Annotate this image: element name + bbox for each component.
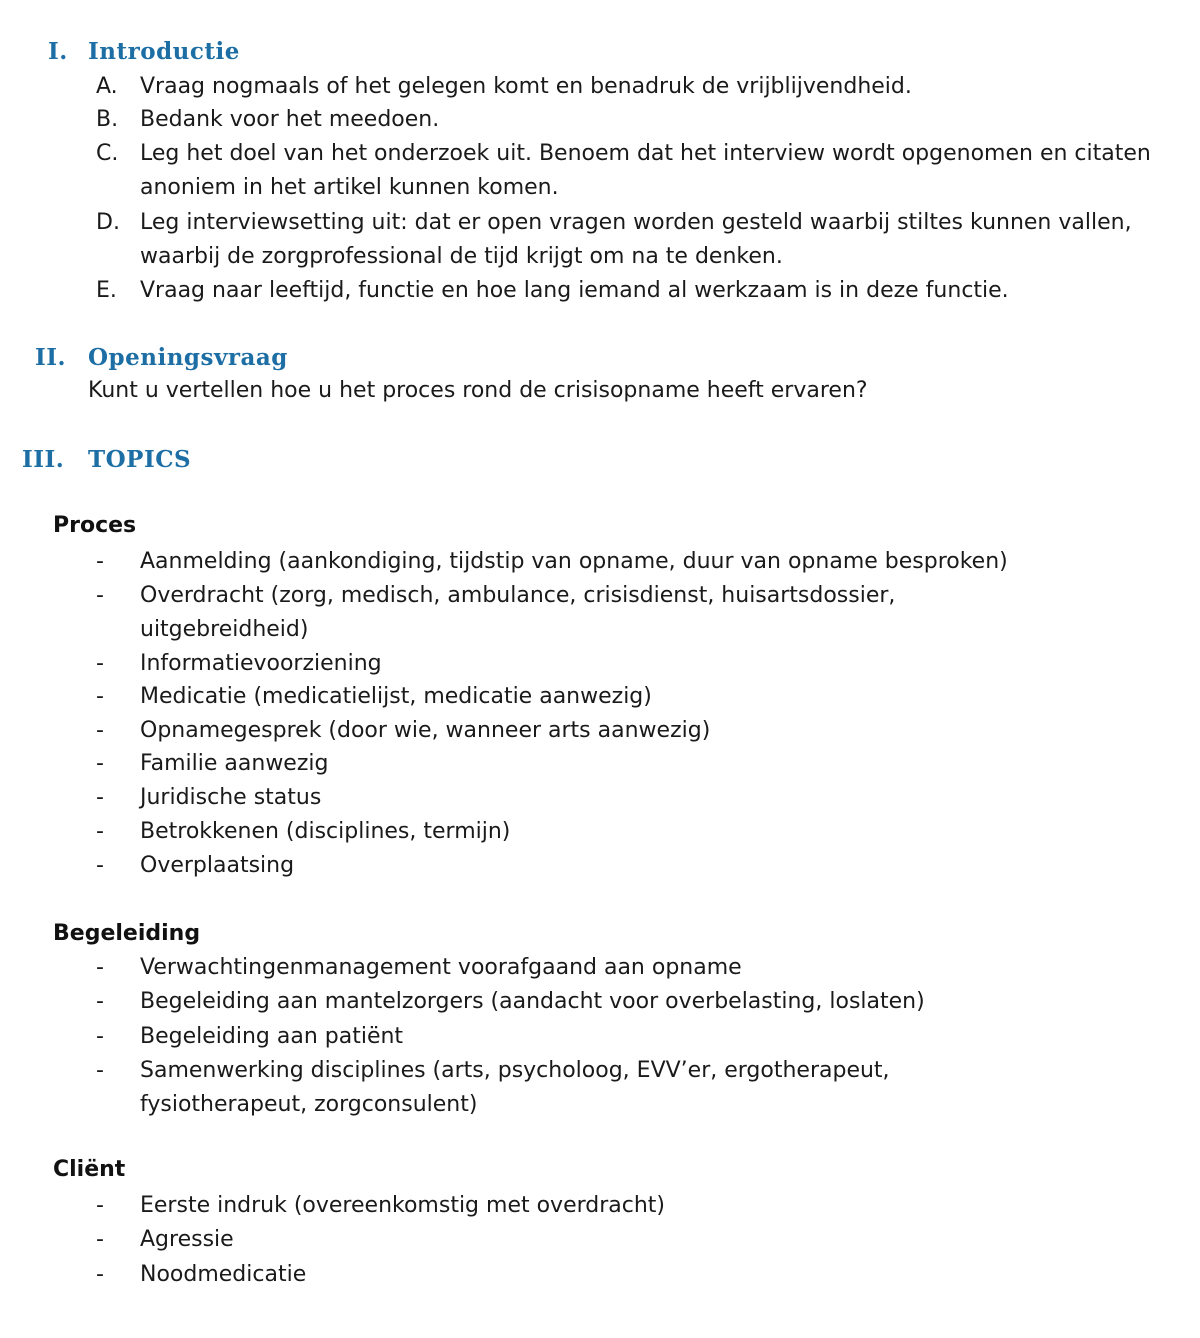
list-item-letter: E.	[96, 278, 117, 303]
list-item-letter: D.	[96, 210, 120, 235]
section-title: Openingsvraag	[88, 344, 288, 371]
bullet-dash: -	[96, 651, 104, 676]
opening-question: Kunt u vertellen hoe u het proces rond de crisisopname heeft ervaren?	[88, 378, 868, 403]
list-item-text: Leg het doel van het onderzoek uit. Benoem dat het interview wordt opgenomen en citaten anoniem in het artikel kunnen komen.	[140, 141, 1151, 200]
list-item-letter: C.	[96, 141, 119, 166]
list-item-text: Leg interviewsetting uit: dat er open vragen worden gesteld waarbij stiltes kunnen vallen, waarbij de zorgprofessional de tijd krijgt om na te denken.	[140, 210, 1132, 269]
bullet-dash: -	[96, 819, 104, 844]
list-item-text: Aanmelding (aankondiging, tijdstip van opname, duur van opname besproken)	[140, 549, 1008, 574]
list-item-text: Bedank voor het meedoen.	[140, 107, 440, 132]
list-item-text: Informatievoorziening	[140, 651, 382, 676]
section-numeral: I.	[48, 38, 68, 65]
list-item-text: Samenwerking disciplines (arts, psycholoog, EVV’er, ergotherapeut, fysiotherapeut, zorgconsulent)	[140, 1058, 890, 1117]
bullet-dash: -	[96, 1058, 104, 1083]
list-item-text: Familie aanwezig	[140, 751, 329, 776]
bullet-dash: -	[96, 718, 104, 743]
list-item-text: Verwachtingenmanagement voorafgaand aan opname	[140, 955, 742, 980]
bullet-dash: -	[96, 785, 104, 810]
list-item-text: Vraag nogmaals of het gelegen komt en benadruk de vrijblijvendheid.	[140, 74, 912, 99]
bullet-dash: -	[96, 1262, 104, 1287]
list-item-letter: A.	[96, 74, 118, 99]
bullet-dash: -	[96, 955, 104, 980]
list-item-letter: B.	[96, 107, 119, 132]
bullet-dash: -	[96, 1024, 104, 1049]
list-item-text: Overdracht (zorg, medisch, ambulance, crisisdienst, huisartsdossier, uitgebreidheid)	[140, 583, 896, 642]
list-item-text: Begeleiding aan patiënt	[140, 1024, 404, 1049]
bullet-dash: -	[96, 1193, 104, 1218]
list-item-text: Opnamegesprek (door wie, wanneer arts aanwezig)	[140, 718, 711, 743]
list-item-text: Juridische status	[140, 785, 322, 810]
bullet-dash: -	[96, 989, 104, 1014]
list-item-text: Medicatie (medicatielijst, medicatie aanwezig)	[140, 684, 652, 709]
list-item-text: Begeleiding aan mantelzorgers (aandacht voor overbelasting, loslaten)	[140, 989, 925, 1014]
section-numeral: III.	[22, 446, 65, 473]
bullet-dash: -	[96, 549, 104, 574]
list-item-text: Eerste indruk (overeenkomstig met overdracht)	[140, 1193, 666, 1218]
bullet-dash: -	[96, 1227, 104, 1252]
topic-group-title-proces: Proces	[53, 513, 137, 538]
section-numeral: II.	[35, 344, 67, 371]
list-item-text: Overplaatsing	[140, 853, 295, 878]
bullet-dash: -	[96, 751, 104, 776]
list-item-text: Noodmedicatie	[140, 1262, 307, 1287]
bullet-dash: -	[96, 853, 104, 878]
list-item-text: Vraag naar leeftijd, functie en hoe lang iemand al werkzaam is in deze functie.	[140, 278, 1009, 303]
section-title: Introductie	[88, 38, 240, 65]
topic-group-title-client: Cliënt	[53, 1157, 126, 1182]
bullet-dash: -	[96, 684, 104, 709]
bullet-dash: -	[96, 583, 104, 608]
list-item-text: Agressie	[140, 1227, 234, 1252]
list-item-text: Betrokkenen (disciplines, termijn)	[140, 819, 511, 844]
section-title: TOPICS	[88, 446, 192, 473]
topic-group-title-begeleiding: Begeleiding	[53, 921, 201, 946]
